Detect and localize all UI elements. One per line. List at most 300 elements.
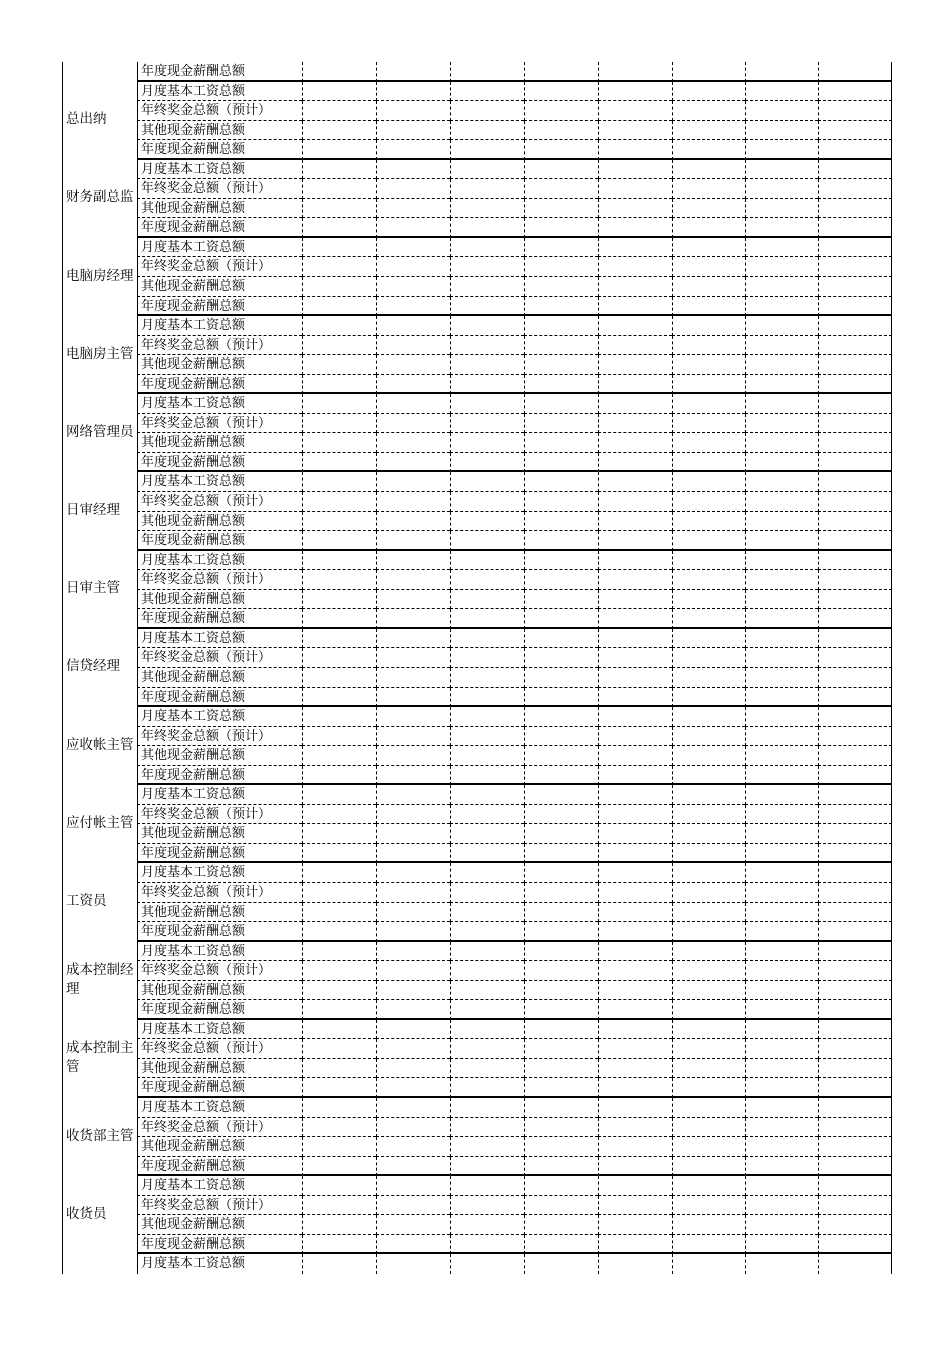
- value-cell[interactable]: [376, 160, 450, 180]
- value-cell[interactable]: [450, 375, 524, 395]
- value-cell[interactable]: [818, 903, 892, 923]
- value-cell[interactable]: [745, 101, 818, 121]
- value-cell[interactable]: [818, 1059, 892, 1079]
- value-cell[interactable]: [302, 1254, 376, 1274]
- value-cell[interactable]: [376, 1059, 450, 1079]
- value-cell[interactable]: [818, 257, 892, 277]
- value-cell[interactable]: [672, 863, 745, 883]
- value-cell[interactable]: [376, 531, 450, 551]
- value-cell[interactable]: [450, 1254, 524, 1274]
- value-cell[interactable]: [376, 766, 450, 786]
- value-cell[interactable]: [376, 785, 450, 805]
- value-cell[interactable]: [745, 179, 818, 199]
- value-cell[interactable]: [672, 199, 745, 219]
- value-cell[interactable]: [450, 1118, 524, 1138]
- value-cell[interactable]: [672, 648, 745, 668]
- value-cell[interactable]: [598, 1196, 672, 1216]
- value-cell[interactable]: [745, 629, 818, 649]
- value-cell[interactable]: [672, 570, 745, 590]
- value-cell[interactable]: [524, 1196, 598, 1216]
- value-cell[interactable]: [818, 1157, 892, 1177]
- value-cell[interactable]: [818, 590, 892, 610]
- value-cell[interactable]: [672, 629, 745, 649]
- value-cell[interactable]: [745, 1078, 818, 1098]
- value-cell[interactable]: [450, 238, 524, 258]
- value-cell[interactable]: [745, 863, 818, 883]
- value-cell[interactable]: [302, 1137, 376, 1157]
- value-cell[interactable]: [376, 648, 450, 668]
- value-cell[interactable]: [302, 922, 376, 942]
- value-cell[interactable]: [818, 883, 892, 903]
- value-cell[interactable]: [745, 1118, 818, 1138]
- value-cell[interactable]: [672, 1039, 745, 1059]
- value-cell[interactable]: [818, 355, 892, 375]
- value-cell[interactable]: [302, 277, 376, 297]
- value-cell[interactable]: [524, 297, 598, 317]
- value-cell[interactable]: [745, 492, 818, 512]
- value-cell[interactable]: [672, 746, 745, 766]
- value-cell[interactable]: [450, 336, 524, 356]
- value-cell[interactable]: [672, 824, 745, 844]
- value-cell[interactable]: [672, 492, 745, 512]
- value-cell[interactable]: [672, 62, 745, 82]
- value-cell[interactable]: [745, 160, 818, 180]
- value-cell[interactable]: [745, 140, 818, 160]
- value-cell[interactable]: [376, 62, 450, 82]
- value-cell[interactable]: [745, 121, 818, 141]
- value-cell[interactable]: [598, 1039, 672, 1059]
- value-cell[interactable]: [598, 961, 672, 981]
- value-cell[interactable]: [598, 570, 672, 590]
- value-cell[interactable]: [672, 160, 745, 180]
- value-cell[interactable]: [818, 82, 892, 102]
- value-cell[interactable]: [598, 903, 672, 923]
- value-cell[interactable]: [598, 551, 672, 571]
- value-cell[interactable]: [524, 922, 598, 942]
- value-cell[interactable]: [302, 824, 376, 844]
- value-cell[interactable]: [672, 727, 745, 747]
- value-cell[interactable]: [302, 609, 376, 629]
- value-cell[interactable]: [672, 551, 745, 571]
- value-cell[interactable]: [598, 1235, 672, 1255]
- value-cell[interactable]: [450, 883, 524, 903]
- value-cell[interactable]: [450, 1078, 524, 1098]
- value-cell[interactable]: [376, 1137, 450, 1157]
- value-cell[interactable]: [302, 1039, 376, 1059]
- value-cell[interactable]: [302, 472, 376, 492]
- value-cell[interactable]: [376, 551, 450, 571]
- value-cell[interactable]: [524, 824, 598, 844]
- value-cell[interactable]: [745, 727, 818, 747]
- value-cell[interactable]: [450, 1235, 524, 1255]
- value-cell[interactable]: [376, 492, 450, 512]
- value-cell[interactable]: [672, 453, 745, 473]
- value-cell[interactable]: [598, 199, 672, 219]
- value-cell[interactable]: [672, 355, 745, 375]
- value-cell[interactable]: [302, 101, 376, 121]
- value-cell[interactable]: [818, 844, 892, 864]
- value-cell[interactable]: [524, 1078, 598, 1098]
- value-cell[interactable]: [302, 981, 376, 1001]
- value-cell[interactable]: [376, 629, 450, 649]
- value-cell[interactable]: [745, 82, 818, 102]
- value-cell[interactable]: [302, 707, 376, 727]
- value-cell[interactable]: [302, 1157, 376, 1177]
- value-cell[interactable]: [524, 648, 598, 668]
- value-cell[interactable]: [376, 1254, 450, 1274]
- value-cell[interactable]: [672, 218, 745, 238]
- value-cell[interactable]: [745, 453, 818, 473]
- value-cell[interactable]: [745, 472, 818, 492]
- value-cell[interactable]: [450, 453, 524, 473]
- value-cell[interactable]: [818, 668, 892, 688]
- value-cell[interactable]: [302, 942, 376, 962]
- value-cell[interactable]: [598, 1000, 672, 1020]
- value-cell[interactable]: [672, 1157, 745, 1177]
- value-cell[interactable]: [672, 472, 745, 492]
- value-cell[interactable]: [302, 648, 376, 668]
- value-cell[interactable]: [376, 981, 450, 1001]
- value-cell[interactable]: [524, 82, 598, 102]
- value-cell[interactable]: [818, 140, 892, 160]
- value-cell[interactable]: [818, 942, 892, 962]
- value-cell[interactable]: [672, 336, 745, 356]
- value-cell[interactable]: [524, 668, 598, 688]
- value-cell[interactable]: [818, 375, 892, 395]
- value-cell[interactable]: [524, 688, 598, 708]
- value-cell[interactable]: [598, 1020, 672, 1040]
- value-cell[interactable]: [376, 961, 450, 981]
- value-cell[interactable]: [450, 199, 524, 219]
- value-cell[interactable]: [524, 453, 598, 473]
- value-cell[interactable]: [524, 805, 598, 825]
- value-cell[interactable]: [524, 551, 598, 571]
- value-cell[interactable]: [450, 1157, 524, 1177]
- value-cell[interactable]: [672, 101, 745, 121]
- value-cell[interactable]: [376, 863, 450, 883]
- value-cell[interactable]: [302, 414, 376, 434]
- value-cell[interactable]: [524, 179, 598, 199]
- value-cell[interactable]: [672, 883, 745, 903]
- value-cell[interactable]: [524, 766, 598, 786]
- value-cell[interactable]: [745, 824, 818, 844]
- value-cell[interactable]: [818, 551, 892, 571]
- value-cell[interactable]: [524, 394, 598, 414]
- value-cell[interactable]: [598, 863, 672, 883]
- value-cell[interactable]: [818, 766, 892, 786]
- value-cell[interactable]: [818, 570, 892, 590]
- value-cell[interactable]: [524, 746, 598, 766]
- value-cell[interactable]: [376, 1118, 450, 1138]
- value-cell[interactable]: [745, 414, 818, 434]
- value-cell[interactable]: [818, 1020, 892, 1040]
- value-cell[interactable]: [818, 414, 892, 434]
- value-cell[interactable]: [818, 1215, 892, 1235]
- value-cell[interactable]: [598, 1059, 672, 1079]
- value-cell[interactable]: [598, 922, 672, 942]
- value-cell[interactable]: [524, 512, 598, 532]
- value-cell[interactable]: [818, 316, 892, 336]
- value-cell[interactable]: [450, 824, 524, 844]
- value-cell[interactable]: [598, 492, 672, 512]
- value-cell[interactable]: [450, 590, 524, 610]
- value-cell[interactable]: [376, 355, 450, 375]
- value-cell[interactable]: [450, 961, 524, 981]
- value-cell[interactable]: [598, 727, 672, 747]
- value-cell[interactable]: [672, 277, 745, 297]
- value-cell[interactable]: [302, 1059, 376, 1079]
- value-cell[interactable]: [598, 609, 672, 629]
- value-cell[interactable]: [376, 668, 450, 688]
- value-cell[interactable]: [818, 101, 892, 121]
- value-cell[interactable]: [598, 316, 672, 336]
- value-cell[interactable]: [450, 903, 524, 923]
- value-cell[interactable]: [524, 375, 598, 395]
- value-cell[interactable]: [302, 1000, 376, 1020]
- value-cell[interactable]: [302, 433, 376, 453]
- value-cell[interactable]: [818, 609, 892, 629]
- value-cell[interactable]: [450, 785, 524, 805]
- value-cell[interactable]: [598, 629, 672, 649]
- value-cell[interactable]: [598, 355, 672, 375]
- value-cell[interactable]: [672, 1254, 745, 1274]
- value-cell[interactable]: [450, 1098, 524, 1118]
- value-cell[interactable]: [450, 1196, 524, 1216]
- value-cell[interactable]: [598, 707, 672, 727]
- value-cell[interactable]: [450, 1020, 524, 1040]
- value-cell[interactable]: [524, 277, 598, 297]
- value-cell[interactable]: [376, 394, 450, 414]
- value-cell[interactable]: [376, 218, 450, 238]
- value-cell[interactable]: [524, 629, 598, 649]
- value-cell[interactable]: [302, 590, 376, 610]
- value-cell[interactable]: [745, 883, 818, 903]
- value-cell[interactable]: [672, 805, 745, 825]
- value-cell[interactable]: [376, 179, 450, 199]
- value-cell[interactable]: [450, 101, 524, 121]
- value-cell[interactable]: [376, 472, 450, 492]
- value-cell[interactable]: [302, 492, 376, 512]
- value-cell[interactable]: [672, 1000, 745, 1020]
- value-cell[interactable]: [745, 746, 818, 766]
- value-cell[interactable]: [524, 785, 598, 805]
- value-cell[interactable]: [745, 590, 818, 610]
- value-cell[interactable]: [450, 316, 524, 336]
- value-cell[interactable]: [818, 1098, 892, 1118]
- value-cell[interactable]: [818, 824, 892, 844]
- value-cell[interactable]: [376, 297, 450, 317]
- value-cell[interactable]: [450, 766, 524, 786]
- value-cell[interactable]: [302, 218, 376, 238]
- value-cell[interactable]: [672, 844, 745, 864]
- value-cell[interactable]: [598, 824, 672, 844]
- value-cell[interactable]: [524, 707, 598, 727]
- value-cell[interactable]: [302, 1098, 376, 1118]
- value-cell[interactable]: [745, 218, 818, 238]
- value-cell[interactable]: [524, 414, 598, 434]
- value-cell[interactable]: [376, 922, 450, 942]
- value-cell[interactable]: [524, 1098, 598, 1118]
- value-cell[interactable]: [818, 961, 892, 981]
- value-cell[interactable]: [376, 746, 450, 766]
- value-cell[interactable]: [745, 1000, 818, 1020]
- value-cell[interactable]: [524, 160, 598, 180]
- value-cell[interactable]: [524, 1118, 598, 1138]
- value-cell[interactable]: [818, 433, 892, 453]
- value-cell[interactable]: [818, 863, 892, 883]
- value-cell[interactable]: [818, 1039, 892, 1059]
- value-cell[interactable]: [524, 1039, 598, 1059]
- value-cell[interactable]: [672, 1137, 745, 1157]
- value-cell[interactable]: [745, 62, 818, 82]
- value-cell[interactable]: [376, 199, 450, 219]
- value-cell[interactable]: [376, 942, 450, 962]
- value-cell[interactable]: [450, 805, 524, 825]
- value-cell[interactable]: [302, 82, 376, 102]
- value-cell[interactable]: [598, 472, 672, 492]
- value-cell[interactable]: [450, 551, 524, 571]
- value-cell[interactable]: [376, 1235, 450, 1255]
- value-cell[interactable]: [450, 414, 524, 434]
- value-cell[interactable]: [524, 570, 598, 590]
- value-cell[interactable]: [745, 512, 818, 532]
- value-cell[interactable]: [450, 688, 524, 708]
- value-cell[interactable]: [450, 257, 524, 277]
- value-cell[interactable]: [818, 492, 892, 512]
- value-cell[interactable]: [376, 1000, 450, 1020]
- value-cell[interactable]: [598, 218, 672, 238]
- value-cell[interactable]: [745, 277, 818, 297]
- value-cell[interactable]: [672, 609, 745, 629]
- value-cell[interactable]: [302, 1078, 376, 1098]
- value-cell[interactable]: [524, 433, 598, 453]
- value-cell[interactable]: [376, 414, 450, 434]
- value-cell[interactable]: [818, 179, 892, 199]
- value-cell[interactable]: [524, 238, 598, 258]
- value-cell[interactable]: [450, 472, 524, 492]
- value-cell[interactable]: [818, 648, 892, 668]
- value-cell[interactable]: [818, 922, 892, 942]
- value-cell[interactable]: [745, 766, 818, 786]
- value-cell[interactable]: [672, 1078, 745, 1098]
- value-cell[interactable]: [598, 277, 672, 297]
- value-cell[interactable]: [450, 746, 524, 766]
- value-cell[interactable]: [745, 668, 818, 688]
- value-cell[interactable]: [450, 492, 524, 512]
- value-cell[interactable]: [818, 1235, 892, 1255]
- value-cell[interactable]: [818, 297, 892, 317]
- value-cell[interactable]: [672, 257, 745, 277]
- value-cell[interactable]: [598, 62, 672, 82]
- value-cell[interactable]: [450, 82, 524, 102]
- value-cell[interactable]: [302, 844, 376, 864]
- value-cell[interactable]: [745, 903, 818, 923]
- value-cell[interactable]: [672, 903, 745, 923]
- value-cell[interactable]: [672, 1059, 745, 1079]
- value-cell[interactable]: [745, 570, 818, 590]
- value-cell[interactable]: [745, 1039, 818, 1059]
- value-cell[interactable]: [672, 785, 745, 805]
- value-cell[interactable]: [745, 1137, 818, 1157]
- value-cell[interactable]: [524, 472, 598, 492]
- value-cell[interactable]: [302, 160, 376, 180]
- value-cell[interactable]: [672, 1020, 745, 1040]
- value-cell[interactable]: [745, 297, 818, 317]
- value-cell[interactable]: [598, 121, 672, 141]
- value-cell[interactable]: [745, 981, 818, 1001]
- value-cell[interactable]: [672, 688, 745, 708]
- value-cell[interactable]: [745, 257, 818, 277]
- value-cell[interactable]: [376, 1196, 450, 1216]
- value-cell[interactable]: [450, 629, 524, 649]
- value-cell[interactable]: [818, 688, 892, 708]
- value-cell[interactable]: [672, 961, 745, 981]
- value-cell[interactable]: [376, 512, 450, 532]
- value-cell[interactable]: [598, 1137, 672, 1157]
- value-cell[interactable]: [818, 629, 892, 649]
- value-cell[interactable]: [598, 668, 672, 688]
- value-cell[interactable]: [302, 179, 376, 199]
- value-cell[interactable]: [598, 179, 672, 199]
- value-cell[interactable]: [818, 727, 892, 747]
- value-cell[interactable]: [302, 512, 376, 532]
- value-cell[interactable]: [818, 805, 892, 825]
- value-cell[interactable]: [450, 179, 524, 199]
- value-cell[interactable]: [598, 785, 672, 805]
- value-cell[interactable]: [672, 1196, 745, 1216]
- value-cell[interactable]: [745, 844, 818, 864]
- value-cell[interactable]: [524, 121, 598, 141]
- value-cell[interactable]: [745, 1215, 818, 1235]
- value-cell[interactable]: [672, 375, 745, 395]
- value-cell[interactable]: [524, 981, 598, 1001]
- value-cell[interactable]: [524, 1000, 598, 1020]
- value-cell[interactable]: [450, 160, 524, 180]
- value-cell[interactable]: [450, 570, 524, 590]
- value-cell[interactable]: [745, 1254, 818, 1274]
- value-cell[interactable]: [818, 121, 892, 141]
- value-cell[interactable]: [672, 1176, 745, 1196]
- value-cell[interactable]: [818, 531, 892, 551]
- value-cell[interactable]: [598, 257, 672, 277]
- value-cell[interactable]: [450, 218, 524, 238]
- value-cell[interactable]: [524, 1059, 598, 1079]
- value-cell[interactable]: [376, 433, 450, 453]
- value-cell[interactable]: [598, 297, 672, 317]
- value-cell[interactable]: [598, 512, 672, 532]
- value-cell[interactable]: [302, 570, 376, 590]
- value-cell[interactable]: [450, 121, 524, 141]
- value-cell[interactable]: [302, 1176, 376, 1196]
- value-cell[interactable]: [672, 414, 745, 434]
- value-cell[interactable]: [524, 101, 598, 121]
- value-cell[interactable]: [598, 688, 672, 708]
- value-cell[interactable]: [818, 238, 892, 258]
- value-cell[interactable]: [376, 903, 450, 923]
- value-cell[interactable]: [302, 355, 376, 375]
- value-cell[interactable]: [450, 355, 524, 375]
- value-cell[interactable]: [818, 1137, 892, 1157]
- value-cell[interactable]: [745, 199, 818, 219]
- value-cell[interactable]: [745, 394, 818, 414]
- value-cell[interactable]: [302, 375, 376, 395]
- value-cell[interactable]: [376, 1020, 450, 1040]
- value-cell[interactable]: [524, 1176, 598, 1196]
- value-cell[interactable]: [818, 160, 892, 180]
- value-cell[interactable]: [818, 707, 892, 727]
- value-cell[interactable]: [818, 1000, 892, 1020]
- value-cell[interactable]: [376, 727, 450, 747]
